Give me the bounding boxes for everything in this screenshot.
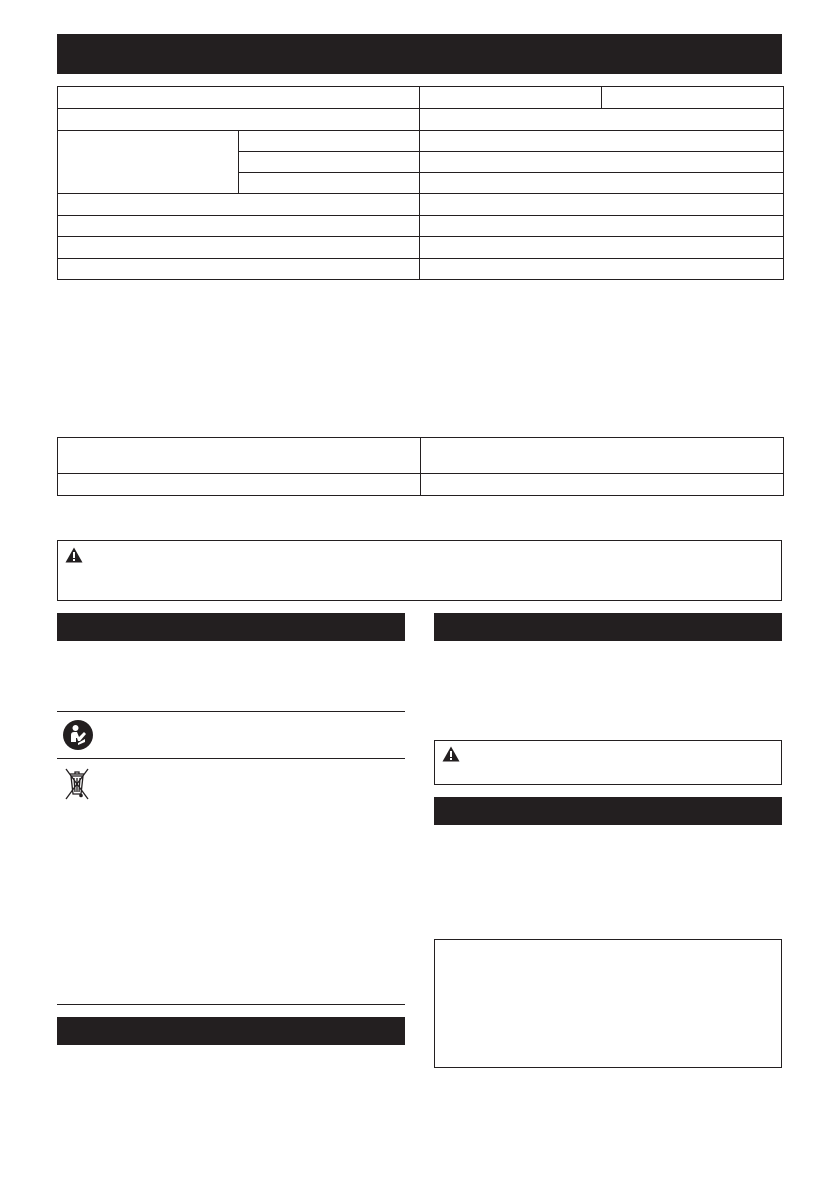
warning-box-small xyxy=(434,740,782,785)
section-header-bar-right-top xyxy=(434,613,782,641)
table-row xyxy=(58,194,784,216)
crossed-out-wheelie-bin-icon xyxy=(64,766,90,802)
table-cell xyxy=(420,152,784,173)
notice-box xyxy=(434,939,782,1068)
table-cell xyxy=(602,87,784,109)
table-row xyxy=(58,237,784,259)
table-cell xyxy=(420,87,602,109)
table-cell xyxy=(420,237,784,259)
table-cell xyxy=(58,87,420,109)
table-cell xyxy=(58,237,420,259)
table-row xyxy=(58,216,784,237)
symbol-table-top-rule xyxy=(57,711,405,712)
specifications-table xyxy=(57,86,784,280)
table-cell xyxy=(239,152,420,173)
table-cell xyxy=(58,131,239,194)
table-row xyxy=(58,438,784,474)
warning-triangle-icon xyxy=(65,547,83,563)
page-title-bar xyxy=(57,34,782,74)
warning-box xyxy=(57,540,782,601)
table-row xyxy=(58,131,784,152)
table-cell xyxy=(239,173,420,194)
table-cell xyxy=(420,109,784,131)
table-cell xyxy=(58,259,420,280)
section-header-bar-right-middle xyxy=(434,797,782,825)
section-header-bar-left-bottom xyxy=(57,1017,405,1045)
symbol-table-row-divider xyxy=(57,758,405,759)
symbol-table-bottom-rule xyxy=(57,1004,405,1005)
table-cell xyxy=(58,438,421,474)
table-row xyxy=(58,259,784,280)
table-cell xyxy=(420,259,784,280)
read-manual-icon xyxy=(63,720,93,750)
table-cell xyxy=(420,216,784,237)
table-cell xyxy=(58,216,420,237)
table-cell xyxy=(420,194,784,216)
table-cell xyxy=(239,131,420,152)
table-cell xyxy=(420,131,784,152)
warning-triangle-icon xyxy=(442,746,460,762)
table-cell xyxy=(58,109,420,131)
section-header-bar-left-top xyxy=(57,613,405,641)
table-cell xyxy=(421,474,784,496)
table-row xyxy=(58,474,784,496)
table-cell xyxy=(420,173,784,194)
table-cell xyxy=(58,474,421,496)
table-cell xyxy=(421,438,784,474)
battery-cartridge-table xyxy=(57,437,784,496)
table-row xyxy=(58,87,784,109)
table-cell xyxy=(58,194,420,216)
table-row xyxy=(58,109,784,131)
